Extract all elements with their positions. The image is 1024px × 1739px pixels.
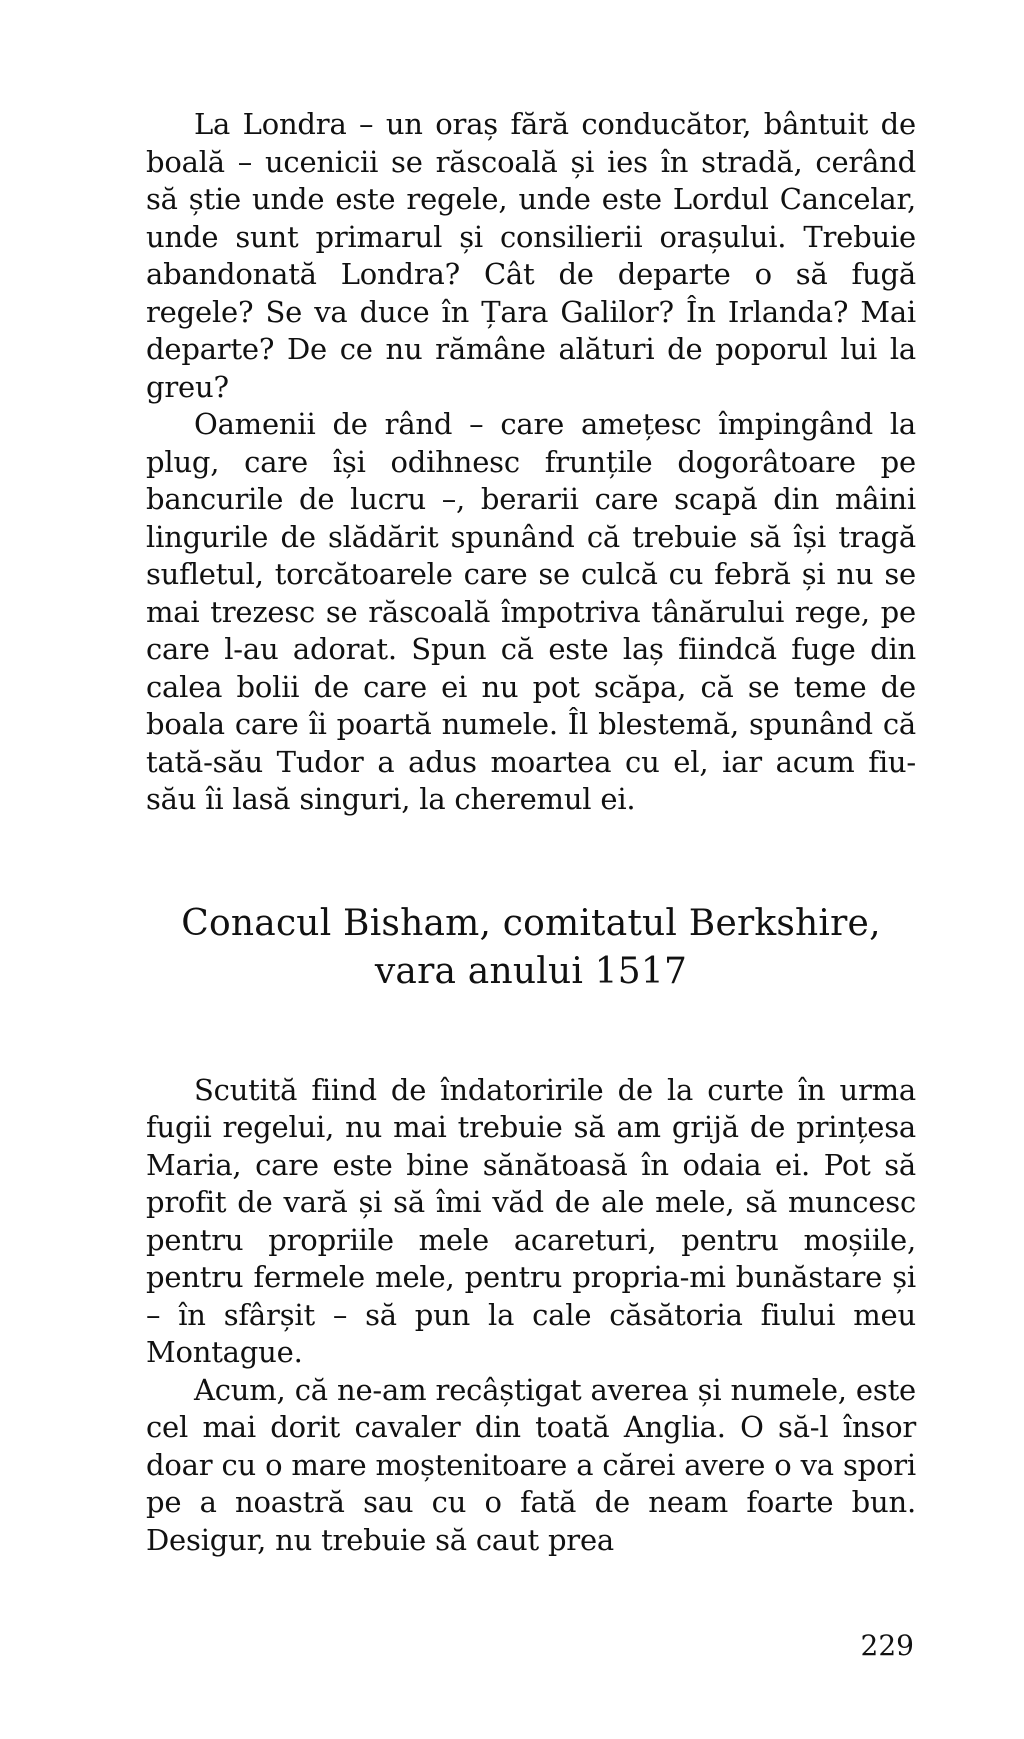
heading-line-location: Conacul Bisham, comitatul Berkshire,	[181, 902, 881, 944]
chapter-heading	[146, 900, 916, 996]
paragraph-common-people: Oamenii de rând – care amețesc împingând la plug, care își odihnesc frunțile dogorâtoare pe bancurile de lucru –, berarii care scapă din mâini lingurile de slădărit spunând că trebuie să își tragă sufletul, torcătoarele care se culcă cu febră și nu se mai trezesc se răscoală împotriva tânărului rege, pe care l-au adorat. Spun că este laș fiindcă fuge din calea bolii de care ei nu pot scăpa, că se teme de boala care îi poartă numele. Îl blestemă, spunând că tată-său Tudor a adus moartea cu el, iar acum fiu-său îi lasă singuri, la cheremul ei.	[146, 407, 916, 816]
paragraph-montague-marriage: Acum, că ne-am recâștigat averea și numele, este cel mai dorit cavaler din toată Anglia. O să-l însor doar cu o mare moștenitoare a cărei avere o va spori pe a noastră sau cu o fată de neam foarte bun. Desigur, nu trebuie să caut prea	[146, 1372, 916, 1557]
section-london	[146, 106, 916, 819]
paragraph-court-duties: Scutită fiind de îndatoririle de la curte în urma fugii regelui, nu mai trebuie să am grijă de prințesa Maria, care este bine sănătoasă în odaia ei. Pot să profit de vară și să îmi văd de ale mele, să muncesc pentru propriile mele acareturi, pentru moșiile, pentru fermele mele, pentru propria-mi bunăstare și – în sfârșit – să pun la cale căsătoria fiului meu Montague.	[146, 1072, 916, 1369]
heading-line-date: vara anului 1517	[374, 950, 688, 992]
page-number: 229	[860, 1629, 914, 1662]
paragraph-london-apprentices: La Londra – un oraș fără conducător, bântuit de boală – ucenicii se răscoală și ies în stradă, cerând să știe unde este regele, unde este Lordul Cancelar, unde sunt primarul și consilierii orașului. Trebuie abandonată Londra? Cât de departe o să fugă regele? Se va duce în Țara Galilor? În Irlanda? Mai departe? De ce nu rămâne alături de poporul lui la greu?	[146, 107, 916, 404]
book-page	[146, 106, 916, 1559]
section-bisham	[146, 1072, 916, 1560]
